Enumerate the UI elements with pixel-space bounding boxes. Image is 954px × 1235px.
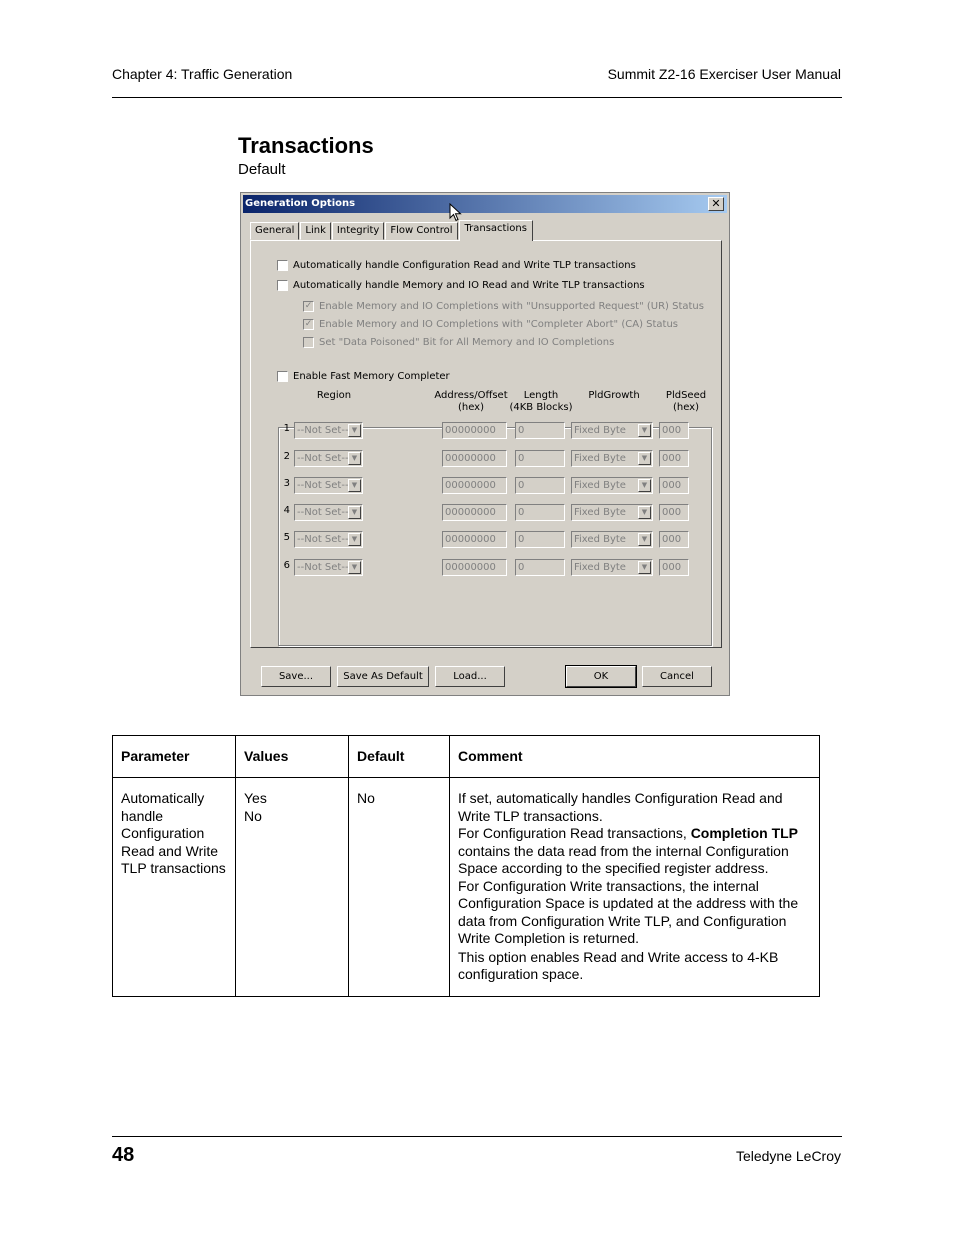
address-field[interactable]: 00000000 — [442, 559, 507, 576]
running-header-manual: Summit Z2-16 Exerciser User Manual — [607, 66, 841, 82]
tab-integrity[interactable]: Integrity — [332, 222, 384, 240]
auto-config-label: Automatically handle Configuration Read and Write TLP transactions — [293, 260, 636, 271]
dropdown-arrow-icon: ▼ — [638, 452, 651, 465]
pldseed-field[interactable]: 000 — [659, 422, 689, 439]
header-default: Default — [349, 736, 450, 778]
footer-rule — [112, 1136, 842, 1137]
pldgrowth-select[interactable]: Fixed Byte ▼ — [571, 477, 653, 494]
cell-parameter: Automatically handle Configuration Read and Write TLP transactions — [113, 778, 236, 997]
pldgrowth-select[interactable]: Fixed Byte ▼ — [571, 559, 653, 576]
row-number: 1 — [283, 423, 290, 434]
dropdown-arrow-icon: ▼ — [638, 533, 651, 546]
table-row — [113, 778, 820, 997]
parameter-table — [112, 735, 820, 997]
poisoned-option[interactable] — [303, 337, 614, 348]
cell-comment: If set, automatically handles Configuration Read and Write TLP transactions. For Configuration Read transactions, Completion TLP contains the data read from the internal Configuration Space according to the specified register address. For Configuration Write transactions, the internal Configuration Space is updated at the address with the data from Configuration Write TLP, and Configuration Write Completion is returned. This option enables Read and Write access to 4-KB configuration space. — [450, 778, 820, 997]
col-region: Region — [316, 390, 352, 401]
section-subtitle: Default — [238, 161, 286, 178]
ur-status-checkbox[interactable]: ✓ — [304, 301, 313, 311]
address-field[interactable]: 00000000 — [442, 477, 507, 494]
running-header-chapter: Chapter 4: Traffic Generation — [112, 66, 293, 82]
dropdown-arrow-icon: ▼ — [348, 506, 361, 519]
address-field[interactable]: 00000000 — [442, 422, 507, 439]
col-address: Address/Offset (hex) — [434, 390, 508, 413]
close-icon[interactable]: ✕ — [708, 197, 724, 211]
auto-memory-label: Automatically handle Memory and IO Read and Write TLP transactions — [293, 280, 645, 291]
pldgrowth-select[interactable]: Fixed Byte ▼ — [571, 450, 653, 467]
row-number: 2 — [283, 451, 290, 462]
dropdown-arrow-icon: ▼ — [348, 479, 361, 492]
ca-status-label: Enable Memory and IO Completions with "Completer Abort" (CA) Status — [319, 319, 679, 330]
generation-options-dialog — [240, 192, 730, 696]
fast-memory-checkbox[interactable] — [277, 371, 288, 382]
col-length: Length (4KB Blocks) — [509, 390, 573, 413]
ur-status-label: Enable Memory and IO Completions with "Unsupported Request" (UR) Status — [319, 301, 704, 312]
address-field[interactable]: 00000000 — [442, 504, 507, 521]
length-field[interactable]: 0 — [515, 450, 565, 467]
tab-flow-control[interactable]: Flow Control — [385, 222, 457, 240]
pldgrowth-select[interactable]: Fixed Byte ▼ — [571, 504, 653, 521]
save-as-default-button[interactable]: Save As Default — [337, 666, 429, 687]
header-parameter: Parameter — [113, 736, 236, 778]
tab-transactions[interactable]: Transactions — [459, 220, 533, 241]
pldseed-field[interactable]: 000 — [659, 531, 689, 548]
transactions-panel — [250, 240, 722, 648]
pldseed-field[interactable]: 000 — [659, 559, 689, 576]
tab-general[interactable]: General — [250, 222, 299, 240]
header-comment: Comment — [450, 736, 820, 778]
dropdown-arrow-icon: ▼ — [348, 424, 361, 437]
footer-company: Teledyne LeCroy — [735, 1148, 841, 1164]
row-number: 3 — [283, 478, 290, 489]
auto-config-option[interactable] — [277, 260, 636, 271]
row-number: 5 — [283, 532, 290, 543]
length-field[interactable]: 0 — [515, 477, 565, 494]
tab-strip — [250, 220, 534, 240]
row-number: 4 — [283, 505, 290, 516]
region-select[interactable]: --Not Set-- ▼ — [294, 531, 363, 548]
dropdown-arrow-icon: ▼ — [638, 424, 651, 437]
load-button[interactable]: Load... — [435, 666, 505, 687]
region-select[interactable]: --Not Set-- ▼ — [294, 504, 363, 521]
length-field[interactable]: 0 — [515, 504, 565, 521]
dropdown-arrow-icon: ▼ — [638, 506, 651, 519]
region-select[interactable]: --Not Set-- ▼ — [294, 559, 363, 576]
dropdown-arrow-icon: ▼ — [348, 533, 361, 546]
ca-status-checkbox[interactable]: ✓ — [304, 319, 313, 329]
dialog-title: Generation Options — [245, 198, 356, 209]
region-select[interactable]: --Not Set-- ▼ — [294, 422, 363, 439]
address-field[interactable]: 00000000 — [442, 450, 507, 467]
poisoned-label: Set "Data Poisoned" Bit for All Memory and IO Completions — [319, 337, 615, 348]
col-pldgrowth: PldGrowth — [588, 390, 640, 401]
pldgrowth-select[interactable]: Fixed Byte ▼ — [571, 531, 653, 548]
region-select[interactable]: --Not Set-- ▼ — [294, 477, 363, 494]
region-select[interactable]: --Not Set-- ▼ — [294, 450, 363, 467]
pldseed-field[interactable]: 000 — [659, 504, 689, 521]
auto-memory-checkbox[interactable] — [277, 280, 288, 291]
header-rule — [112, 97, 842, 98]
cell-values: Yes No — [236, 778, 349, 997]
length-field[interactable]: 0 — [515, 422, 565, 439]
dropdown-arrow-icon: ▼ — [348, 561, 361, 574]
tab-link[interactable]: Link — [300, 222, 330, 240]
pldgrowth-select[interactable]: Fixed Byte ▼ — [571, 422, 653, 439]
dropdown-arrow-icon: ▼ — [638, 561, 651, 574]
col-pldseed: PldSeed (hex) — [665, 390, 707, 413]
page-number: 48 — [112, 1144, 135, 1166]
ur-status-option[interactable] — [303, 301, 704, 312]
poisoned-checkbox[interactable] — [303, 337, 314, 348]
dialog-titlebar — [243, 195, 727, 213]
dropdown-arrow-icon: ▼ — [638, 479, 651, 492]
table-header-row — [113, 736, 820, 778]
length-field[interactable]: 0 — [515, 531, 565, 548]
auto-config-checkbox[interactable] — [277, 260, 288, 271]
cell-default: No — [349, 778, 450, 997]
auto-memory-option[interactable] — [277, 280, 645, 291]
ca-status-option[interactable] — [303, 319, 678, 330]
length-field[interactable]: 0 — [515, 559, 565, 576]
pldseed-field[interactable]: 000 — [659, 450, 689, 467]
save-button[interactable]: Save... — [261, 666, 331, 687]
cancel-button[interactable]: Cancel — [642, 666, 712, 687]
section-title: Transactions — [238, 133, 374, 158]
pldseed-field[interactable]: 000 — [659, 477, 689, 494]
row-number: 6 — [283, 560, 290, 571]
header-values: Values — [236, 736, 349, 778]
ok-button[interactable]: OK — [566, 666, 636, 687]
dropdown-arrow-icon: ▼ — [348, 452, 361, 465]
fast-memory-label: Enable Fast Memory Completer — [293, 371, 450, 382]
address-field[interactable]: 00000000 — [442, 531, 507, 548]
fast-memory-option[interactable] — [275, 371, 452, 382]
